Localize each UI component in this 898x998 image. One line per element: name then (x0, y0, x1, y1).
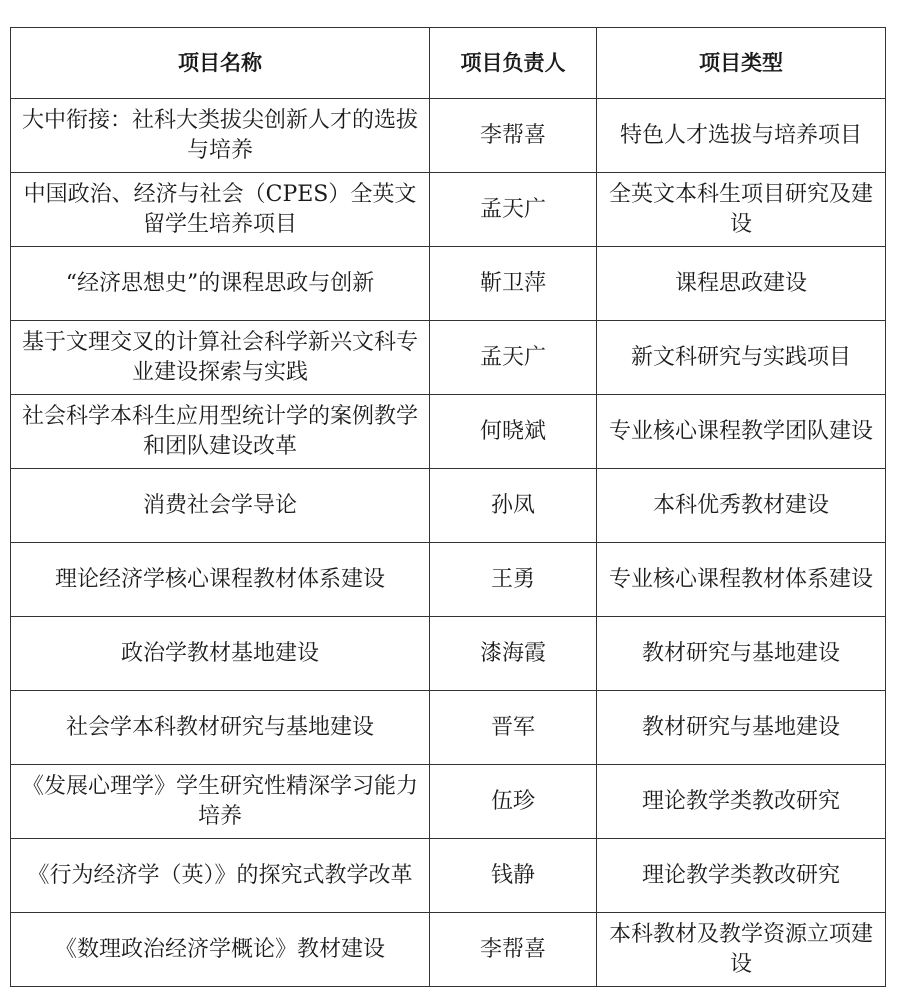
cell-project-type: 本科优秀教材建设 (597, 469, 886, 543)
cell-project-type: 专业核心课程教材体系建设 (597, 543, 886, 617)
header-project-leader: 项目负责人 (430, 28, 597, 99)
cell-project-leader: 钱静 (430, 839, 597, 913)
cell-project-leader: 李帮喜 (430, 99, 597, 173)
table-row (11, 173, 886, 247)
cell-project-type: 理论教学类教改研究 (597, 765, 886, 839)
cell-project-name: 大中衔接：社科大类拔尖创新人才的选拔与培养 (11, 99, 430, 173)
cell-project-name: 《数理政治经济学概论》教材建设 (11, 913, 430, 987)
cell-project-name: 基于文理交叉的计算社会科学新兴文科专业建设探索与实践 (11, 321, 430, 395)
cell-project-type: 新文科研究与实践项目 (597, 321, 886, 395)
cell-project-leader: 漆海霞 (430, 617, 597, 691)
cell-project-type: 教材研究与基地建设 (597, 691, 886, 765)
cell-project-leader: 靳卫萍 (430, 247, 597, 321)
cell-project-leader: 王勇 (430, 543, 597, 617)
projects-table (10, 27, 886, 987)
table-row (11, 99, 886, 173)
cell-project-type: 全英文本科生项目研究及建设 (597, 173, 886, 247)
cell-project-type: 教材研究与基地建设 (597, 617, 886, 691)
table-header-row (11, 28, 886, 99)
table-row (11, 691, 886, 765)
cell-project-name: 社会学本科教材研究与基地建设 (11, 691, 430, 765)
cell-project-leader: 孟天广 (430, 321, 597, 395)
cell-project-type: 本科教材及教学资源立项建设 (597, 913, 886, 987)
table-row (11, 321, 886, 395)
cell-project-leader: 晋军 (430, 691, 597, 765)
table-row (11, 913, 886, 987)
table-row (11, 617, 886, 691)
table-row (11, 395, 886, 469)
cell-project-name: “经济思想史”的课程思政与创新 (11, 247, 430, 321)
header-project-name: 项目名称 (11, 28, 430, 99)
cell-project-name: 消费社会学导论 (11, 469, 430, 543)
cell-project-name: 社会科学本科生应用型统计学的案例教学和团队建设改革 (11, 395, 430, 469)
cell-project-name: 《行为经济学（英）》的探究式教学改革 (11, 839, 430, 913)
header-project-type: 项目类型 (597, 28, 886, 99)
cell-project-type: 专业核心课程教学团队建设 (597, 395, 886, 469)
cell-project-name: 政治学教材基地建设 (11, 617, 430, 691)
table-row (11, 469, 886, 543)
table-row (11, 247, 886, 321)
table-row (11, 765, 886, 839)
cell-project-leader: 伍珍 (430, 765, 597, 839)
cell-project-name: 理论经济学核心课程教材体系建设 (11, 543, 430, 617)
cell-project-name: 中国政治、经济与社会（CPES）全英文留学生培养项目 (11, 173, 430, 247)
table-row (11, 839, 886, 913)
table-row (11, 543, 886, 617)
cell-project-leader: 李帮喜 (430, 913, 597, 987)
cell-project-leader: 何晓斌 (430, 395, 597, 469)
cell-project-type: 理论教学类教改研究 (597, 839, 886, 913)
cell-project-type: 课程思政建设 (597, 247, 886, 321)
cell-project-leader: 孟天广 (430, 173, 597, 247)
cell-project-leader: 孙凤 (430, 469, 597, 543)
cell-project-name: 《发展心理学》学生研究性精深学习能力培养 (11, 765, 430, 839)
cell-project-type: 特色人才选拔与培养项目 (597, 99, 886, 173)
